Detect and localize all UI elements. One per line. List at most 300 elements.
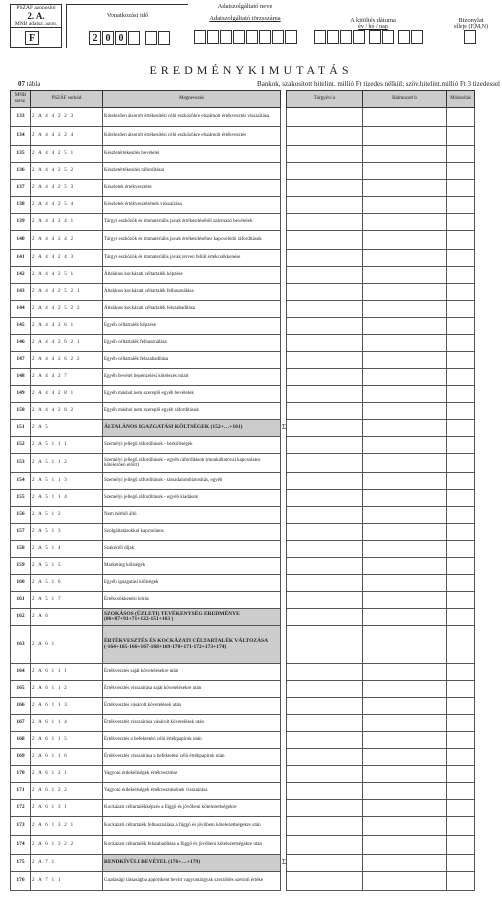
- reg-digit[interactable]: [207, 30, 219, 44]
- row-number: 168: [11, 732, 31, 749]
- table-row: [11, 267, 501, 284]
- value-modification-cell[interactable]: [447, 301, 475, 318]
- confidential-sub-label: elleje (F,M,N): [453, 24, 488, 30]
- row-description: Tárgyi eszközök és immateriális javak terven felüli értékcsökkenése: [103, 250, 281, 267]
- value-modification-cell[interactable]: [447, 732, 475, 749]
- value-current-cell[interactable]: [287, 681, 363, 698]
- value-current-cell[interactable]: [287, 575, 363, 592]
- value-modification-cell[interactable]: [447, 267, 475, 284]
- row-description: Személyi jellegű ráfordítások - egyéb kiadások: [103, 490, 281, 507]
- row-spacer: [475, 698, 501, 715]
- date-digit[interactable]: [382, 30, 394, 44]
- value-cumulative-cell[interactable]: [363, 626, 447, 664]
- table-row: [11, 318, 501, 335]
- table-row: [11, 698, 501, 715]
- row-spacer: [475, 214, 501, 231]
- table-row: [11, 386, 501, 403]
- row-number: 134: [11, 127, 31, 146]
- value-current-cell[interactable]: [287, 490, 363, 507]
- reg-digit[interactable]: [194, 30, 206, 44]
- value-modification-cell[interactable]: [447, 681, 475, 698]
- table-row: [11, 420, 501, 437]
- row-description: Készletek értékvesztése: [103, 180, 281, 197]
- row-spacer: [475, 817, 501, 836]
- row-number: 174: [11, 836, 31, 855]
- row-spacer: [475, 301, 501, 318]
- row-code: 2 A 6 1 1 4: [31, 715, 103, 732]
- row-description: Személyi jellegű ráfordítások - egyéb ráfordítások (munkáltatóval kapcsolatos kötelezően előírt): [103, 454, 281, 473]
- row-description: Általános kockázati céltartalék képzése: [103, 267, 281, 284]
- value-current-cell[interactable]: [287, 800, 363, 817]
- row-spacer: [475, 335, 501, 352]
- value-cumulative-cell[interactable]: [363, 558, 447, 575]
- provider-name-label: Adatszolgáltató neve: [217, 3, 273, 10]
- reg-digit[interactable]: [233, 30, 245, 44]
- value-cumulative-cell[interactable]: [363, 301, 447, 318]
- row-description: Általános kockázati céltartalék felszabadítása: [103, 301, 281, 318]
- table-row: [11, 197, 501, 214]
- value-cumulative-cell[interactable]: [363, 454, 447, 473]
- row-number: 169: [11, 749, 31, 766]
- row-description: Kötelezően átsorolt értékesítési célú eszközökre elszámolt értékvesztés: [103, 127, 281, 146]
- row-description: Kockázati céltartalék felhasználása a függő és jövőbeni kötelezettségekre után: [103, 817, 281, 836]
- value-modification-cell[interactable]: [447, 541, 475, 558]
- value-current-cell[interactable]: [287, 437, 363, 454]
- row-number: 145: [11, 318, 31, 335]
- table-row: [11, 352, 501, 369]
- value-current-cell[interactable]: [287, 454, 363, 473]
- row-code: 2 A 6 1 1 2: [31, 681, 103, 698]
- row-number: 142: [11, 267, 31, 284]
- row-spacer: [475, 575, 501, 592]
- value-current-cell[interactable]: [287, 855, 363, 872]
- value-current-cell[interactable]: [287, 197, 363, 214]
- table-row: [11, 108, 501, 127]
- row-number: 138: [11, 197, 31, 214]
- value-cumulative-cell[interactable]: [363, 836, 447, 855]
- row-spacer: [475, 490, 501, 507]
- value-current-cell[interactable]: [287, 609, 363, 626]
- table-row: [11, 214, 501, 231]
- col-row-no: MNB sorsz.: [11, 91, 31, 108]
- value-current-cell[interactable]: [287, 335, 363, 352]
- row-code: 2 A 4 4 2 5 3: [31, 180, 103, 197]
- value-current-cell[interactable]: [287, 318, 363, 335]
- table-row: [11, 575, 501, 592]
- row-code: 2 A 4 4 2 5 2 1: [31, 284, 103, 301]
- value-current-cell[interactable]: [287, 473, 363, 490]
- value-cumulative-cell[interactable]: [363, 490, 447, 507]
- msb-label: MNB adatsz. azon.: [11, 21, 61, 28]
- year-digit-4[interactable]: [128, 31, 140, 45]
- sum-marker: Σ: [282, 858, 287, 867]
- value-modification-cell[interactable]: [447, 146, 475, 163]
- row-code: 2 A 5 1 1 3: [31, 473, 103, 490]
- year-digit-2[interactable]: 0: [102, 31, 114, 45]
- col-name: Megnevezés: [103, 91, 281, 108]
- form-header: [10, 4, 500, 66]
- reg-digit[interactable]: [220, 30, 232, 44]
- value-modification-cell[interactable]: [447, 180, 475, 197]
- value-current-cell[interactable]: [287, 301, 363, 318]
- row-number: 162: [11, 609, 31, 626]
- date-digit[interactable]: [411, 30, 423, 44]
- table-row: [11, 146, 501, 163]
- form-code: 2. A.: [27, 11, 45, 21]
- value-modification-cell[interactable]: [447, 558, 475, 575]
- value-modification-cell[interactable]: [447, 592, 475, 609]
- value-current-cell[interactable]: [287, 214, 363, 231]
- table-row: [11, 524, 501, 541]
- value-cumulative-cell[interactable]: [363, 318, 447, 335]
- value-cumulative-cell[interactable]: [363, 197, 447, 214]
- table-row: [11, 783, 501, 800]
- row-number: 161: [11, 592, 31, 609]
- date-digit[interactable]: [398, 30, 410, 44]
- value-cumulative-cell[interactable]: [363, 872, 447, 891]
- row-code: 2 A 5 1 5: [31, 558, 103, 575]
- value-modification-cell[interactable]: [447, 749, 475, 766]
- row-number: 153: [11, 454, 31, 473]
- row-number: 133: [11, 108, 31, 127]
- row-spacer: [475, 369, 501, 386]
- value-cumulative-cell[interactable]: [363, 855, 447, 872]
- row-code: 2 A 6 1 2 2: [31, 783, 103, 800]
- value-current-cell[interactable]: [287, 817, 363, 836]
- value-cumulative-cell[interactable]: [363, 817, 447, 836]
- value-modification-cell[interactable]: [447, 524, 475, 541]
- value-modification-cell[interactable]: [447, 197, 475, 214]
- value-cumulative-cell[interactable]: [363, 715, 447, 732]
- value-modification-cell[interactable]: [447, 231, 475, 250]
- sum-marker: Σ: [282, 423, 287, 432]
- value-modification-cell[interactable]: [447, 783, 475, 800]
- row-number: 144: [11, 301, 31, 318]
- row-spacer: [475, 541, 501, 558]
- row-description: SZOKÁSOS (ÜZLETI) TEVÉKENYSÉG EREDMÉNYE (86+87+91+71+122-151+163 ): [103, 609, 281, 626]
- row-number: 172: [11, 800, 31, 817]
- row-description: Értékvesztés visszaírása vásárolt követelések után: [103, 715, 281, 732]
- row-code: 2 A 4 4 2 8 1: [31, 386, 103, 403]
- value-current-cell[interactable]: [287, 715, 363, 732]
- value-current-cell[interactable]: [287, 403, 363, 420]
- reg-digit[interactable]: [272, 30, 284, 44]
- row-description: Általános kockázati céltartalék felhasználása: [103, 284, 281, 301]
- value-cumulative-cell[interactable]: [363, 284, 447, 301]
- row-spacer: [475, 592, 501, 609]
- row-spacer: [475, 681, 501, 698]
- value-cumulative-cell[interactable]: [363, 214, 447, 231]
- row-code: 2 A 5 1 7: [31, 592, 103, 609]
- value-modification-cell[interactable]: [447, 800, 475, 817]
- value-current-cell[interactable]: [287, 592, 363, 609]
- value-current-cell[interactable]: [287, 127, 363, 146]
- value-current-cell[interactable]: [287, 836, 363, 855]
- table-row: [11, 855, 501, 872]
- row-spacer: [475, 163, 501, 180]
- value-cumulative-cell[interactable]: [363, 783, 447, 800]
- row-description: Készletértékesítés bevételei: [103, 146, 281, 163]
- row-description: Értékvesztés a befektetési célú értékpapírok után: [103, 732, 281, 749]
- value-current-cell[interactable]: [287, 352, 363, 369]
- row-spacer: [475, 872, 501, 891]
- value-modification-cell[interactable]: [447, 817, 475, 836]
- row-code: 2 A 7 1: [31, 855, 103, 872]
- value-modification-cell[interactable]: [447, 284, 475, 301]
- row-description: Tárgyi eszközök és immateriális javak értékesítéséből származó bevételek: [103, 214, 281, 231]
- value-cumulative-cell[interactable]: [363, 420, 447, 437]
- value-modification-cell[interactable]: [447, 163, 475, 180]
- date-digit[interactable]: [314, 30, 326, 44]
- row-description: RENDKÍVÜLI BEVÉTEL (176+…+179): [103, 855, 281, 872]
- row-number: 152: [11, 437, 31, 454]
- value-cumulative-cell[interactable]: [363, 250, 447, 267]
- value-cumulative-cell[interactable]: [363, 473, 447, 490]
- table-row: [11, 626, 501, 664]
- box-f[interactable]: F: [25, 31, 39, 45]
- value-current-cell[interactable]: [287, 507, 363, 524]
- row-number: 175: [11, 855, 31, 872]
- row-spacer: [475, 146, 501, 163]
- row-code: 2 A 4 4 2 5 1: [31, 267, 103, 284]
- value-cumulative-cell[interactable]: [363, 369, 447, 386]
- value-cumulative-cell[interactable]: [363, 108, 447, 127]
- row-spacer: [475, 800, 501, 817]
- value-current-cell[interactable]: [287, 698, 363, 715]
- table-row: [11, 507, 501, 524]
- income-statement-table: [10, 90, 501, 891]
- value-cumulative-cell[interactable]: [363, 609, 447, 626]
- table-row: [11, 766, 501, 783]
- value-cumulative-cell[interactable]: [363, 575, 447, 592]
- value-cumulative-cell[interactable]: [363, 732, 447, 749]
- value-modification-cell[interactable]: [447, 855, 475, 872]
- row-description: Személyi jellegű ráfordítások - bérköltségek: [103, 437, 281, 454]
- value-modification-cell[interactable]: [447, 386, 475, 403]
- value-current-cell[interactable]: [287, 284, 363, 301]
- row-spacer: [475, 473, 501, 490]
- value-modification-cell[interactable]: [447, 715, 475, 732]
- value-modification-cell[interactable]: [447, 454, 475, 473]
- value-modification-cell[interactable]: [447, 836, 475, 855]
- value-modification-cell[interactable]: [447, 318, 475, 335]
- value-modification-cell[interactable]: [447, 335, 475, 352]
- value-modification-cell[interactable]: [447, 403, 475, 420]
- col-current: Tárgyévi a: [287, 91, 363, 108]
- row-number: 160: [11, 575, 31, 592]
- row-description: Szolgáltatásokkal kapcsolatos: [103, 524, 281, 541]
- value-modification-cell[interactable]: [447, 664, 475, 681]
- value-cumulative-cell[interactable]: [363, 524, 447, 541]
- row-code: 2 A 4 4 2 4 2: [31, 231, 103, 250]
- row-code: 2 A 5 1 1 2: [31, 454, 103, 473]
- value-modification-cell[interactable]: [447, 507, 475, 524]
- row-description: Kötelezően átsorolt értékesítési célú eszközökre elszámolt értékvesztés visszaírása: [103, 108, 281, 127]
- value-cumulative-cell[interactable]: [363, 507, 447, 524]
- row-spacer: [475, 318, 501, 335]
- table-row: [11, 490, 501, 507]
- value-cumulative-cell[interactable]: [363, 127, 447, 146]
- row-description: Készletértékesítés ráfordításai: [103, 163, 281, 180]
- provider-box: [190, 4, 300, 48]
- value-modification-cell[interactable]: [447, 766, 475, 783]
- value-cumulative-cell[interactable]: [363, 403, 447, 420]
- value-cumulative-cell[interactable]: [363, 386, 447, 403]
- table-row: [11, 664, 501, 681]
- value-modification-cell[interactable]: [447, 108, 475, 127]
- value-cumulative-cell[interactable]: [363, 267, 447, 284]
- value-current-cell[interactable]: [287, 541, 363, 558]
- row-spacer: [475, 715, 501, 732]
- value-modification-cell[interactable]: [447, 609, 475, 626]
- value-current-cell[interactable]: [287, 386, 363, 403]
- row-spacer: [475, 437, 501, 454]
- row-number: 147: [11, 352, 31, 369]
- date-sub-label: év / hó / nap: [358, 24, 388, 30]
- row-description: Tárgyi eszközök és immateriális javak értékesítéséhez kapcsolódó ráfordítások: [103, 231, 281, 250]
- value-modification-cell[interactable]: [447, 352, 475, 369]
- table-row: [11, 473, 501, 490]
- date-digit[interactable]: [340, 30, 352, 44]
- value-current-cell[interactable]: [287, 369, 363, 386]
- value-cumulative-cell[interactable]: [363, 766, 447, 783]
- row-code: 2 A 6 1 1 5: [31, 732, 103, 749]
- table-row: [11, 437, 501, 454]
- row-code: 2 A 4 4 2 5 1: [31, 146, 103, 163]
- value-current-cell[interactable]: [287, 250, 363, 267]
- value-current-cell[interactable]: [287, 146, 363, 163]
- row-code: 2 A 5 1 6: [31, 575, 103, 592]
- row-number: 159: [11, 558, 31, 575]
- value-current-cell[interactable]: [287, 558, 363, 575]
- value-cumulative-cell[interactable]: [363, 146, 447, 163]
- row-description: Gazdasági társaságba apportként bevitt vagyontárgyak szerződés szerinti értéke: [103, 872, 281, 891]
- table-row: [11, 732, 501, 749]
- value-modification-cell[interactable]: [447, 872, 475, 891]
- row-code: 2 A 4 4 2 4 1: [31, 214, 103, 231]
- row-number: 166: [11, 698, 31, 715]
- date-digit[interactable]: [369, 30, 381, 44]
- value-modification-cell[interactable]: [447, 698, 475, 715]
- value-current-cell[interactable]: [287, 732, 363, 749]
- value-cumulative-cell[interactable]: [363, 800, 447, 817]
- reg-digit[interactable]: [259, 30, 271, 44]
- confidential-input[interactable]: [464, 30, 476, 44]
- row-number: 163: [11, 626, 31, 664]
- row-spacer: [475, 507, 501, 524]
- pszaf-id-box: [10, 4, 62, 48]
- row-number: 156: [11, 507, 31, 524]
- value-cumulative-cell[interactable]: [363, 352, 447, 369]
- row-code: 2 A 6: [31, 609, 103, 626]
- value-current-cell[interactable]: [287, 231, 363, 250]
- row-description: Értékvesztés vásárolt követelések után: [103, 698, 281, 715]
- row-number: 157: [11, 524, 31, 541]
- value-modification-cell[interactable]: [447, 575, 475, 592]
- reg-digit[interactable]: [285, 30, 297, 44]
- row-spacer: [475, 783, 501, 800]
- value-cumulative-cell[interactable]: [363, 681, 447, 698]
- value-current-cell[interactable]: [287, 664, 363, 681]
- value-modification-cell[interactable]: [447, 369, 475, 386]
- units-note: Bankok, szakosított hitelint. millió Ft tizedes nélkül; szöv.hitelint.millió Ft 3 tizedessel: [257, 80, 500, 88]
- value-current-cell[interactable]: [287, 420, 363, 437]
- row-code: 2 A 5: [31, 420, 103, 437]
- date-digit[interactable]: [353, 30, 365, 44]
- page-title: EREDMÉNYKIMUTATÁS: [149, 63, 353, 77]
- row-spacer: [475, 855, 501, 872]
- row-code: 2 A 4 4 2 2 3: [31, 108, 103, 127]
- row-number: 150: [11, 403, 31, 420]
- table-row: [11, 592, 501, 609]
- value-current-cell[interactable]: [287, 766, 363, 783]
- value-cumulative-cell[interactable]: [363, 592, 447, 609]
- row-spacer: [475, 558, 501, 575]
- table-row: [11, 403, 501, 420]
- value-current-cell[interactable]: [287, 872, 363, 891]
- value-modification-cell[interactable]: [447, 214, 475, 231]
- year-digit-1[interactable]: 2: [89, 31, 101, 45]
- row-spacer: [475, 108, 501, 127]
- value-modification-cell[interactable]: [447, 250, 475, 267]
- row-code: 2 A 6 1 2 1: [31, 766, 103, 783]
- value-current-cell[interactable]: [287, 108, 363, 127]
- value-cumulative-cell[interactable]: [363, 437, 447, 454]
- month-digit-2[interactable]: [158, 31, 170, 45]
- row-code: 2 A 4 4 2 6 2 2: [31, 352, 103, 369]
- row-description: Nem bérből álló: [103, 507, 281, 524]
- value-cumulative-cell[interactable]: [363, 231, 447, 250]
- value-cumulative-cell[interactable]: [363, 541, 447, 558]
- value-modification-cell[interactable]: [447, 127, 475, 146]
- row-spacer: [475, 626, 501, 664]
- table-row: [11, 284, 501, 301]
- value-current-cell[interactable]: [287, 267, 363, 284]
- row-spacer: [475, 609, 501, 626]
- year-digit-3[interactable]: 0: [115, 31, 127, 45]
- value-modification-cell[interactable]: [447, 437, 475, 454]
- value-current-cell[interactable]: [287, 163, 363, 180]
- value-cumulative-cell[interactable]: [363, 335, 447, 352]
- value-current-cell[interactable]: [287, 783, 363, 800]
- row-number: 171: [11, 783, 31, 800]
- value-modification-cell[interactable]: [447, 473, 475, 490]
- value-modification-cell[interactable]: [447, 626, 475, 664]
- row-spacer: [475, 420, 501, 437]
- confidential-label: Bizonylat: [458, 17, 484, 24]
- month-digit-1[interactable]: [145, 31, 157, 45]
- value-cumulative-cell[interactable]: [363, 180, 447, 197]
- reg-digit[interactable]: [246, 30, 258, 44]
- row-code: 2 A 5 1 1 1: [31, 437, 103, 454]
- value-modification-cell[interactable]: [447, 420, 475, 437]
- value-current-cell[interactable]: [287, 180, 363, 197]
- table-row: [11, 715, 501, 732]
- value-current-cell[interactable]: [287, 626, 363, 664]
- value-current-cell[interactable]: [287, 749, 363, 766]
- value-current-cell[interactable]: [287, 524, 363, 541]
- value-modification-cell[interactable]: [447, 490, 475, 507]
- value-cumulative-cell[interactable]: [363, 664, 447, 681]
- value-cumulative-cell[interactable]: [363, 749, 447, 766]
- row-spacer: [475, 386, 501, 403]
- row-code: 2 A 5 1 1 4: [31, 490, 103, 507]
- row-code: 2 A 6 1 1 3: [31, 698, 103, 715]
- value-cumulative-cell[interactable]: [363, 163, 447, 180]
- date-digit[interactable]: [327, 30, 339, 44]
- table-row: [11, 301, 501, 318]
- value-cumulative-cell[interactable]: [363, 698, 447, 715]
